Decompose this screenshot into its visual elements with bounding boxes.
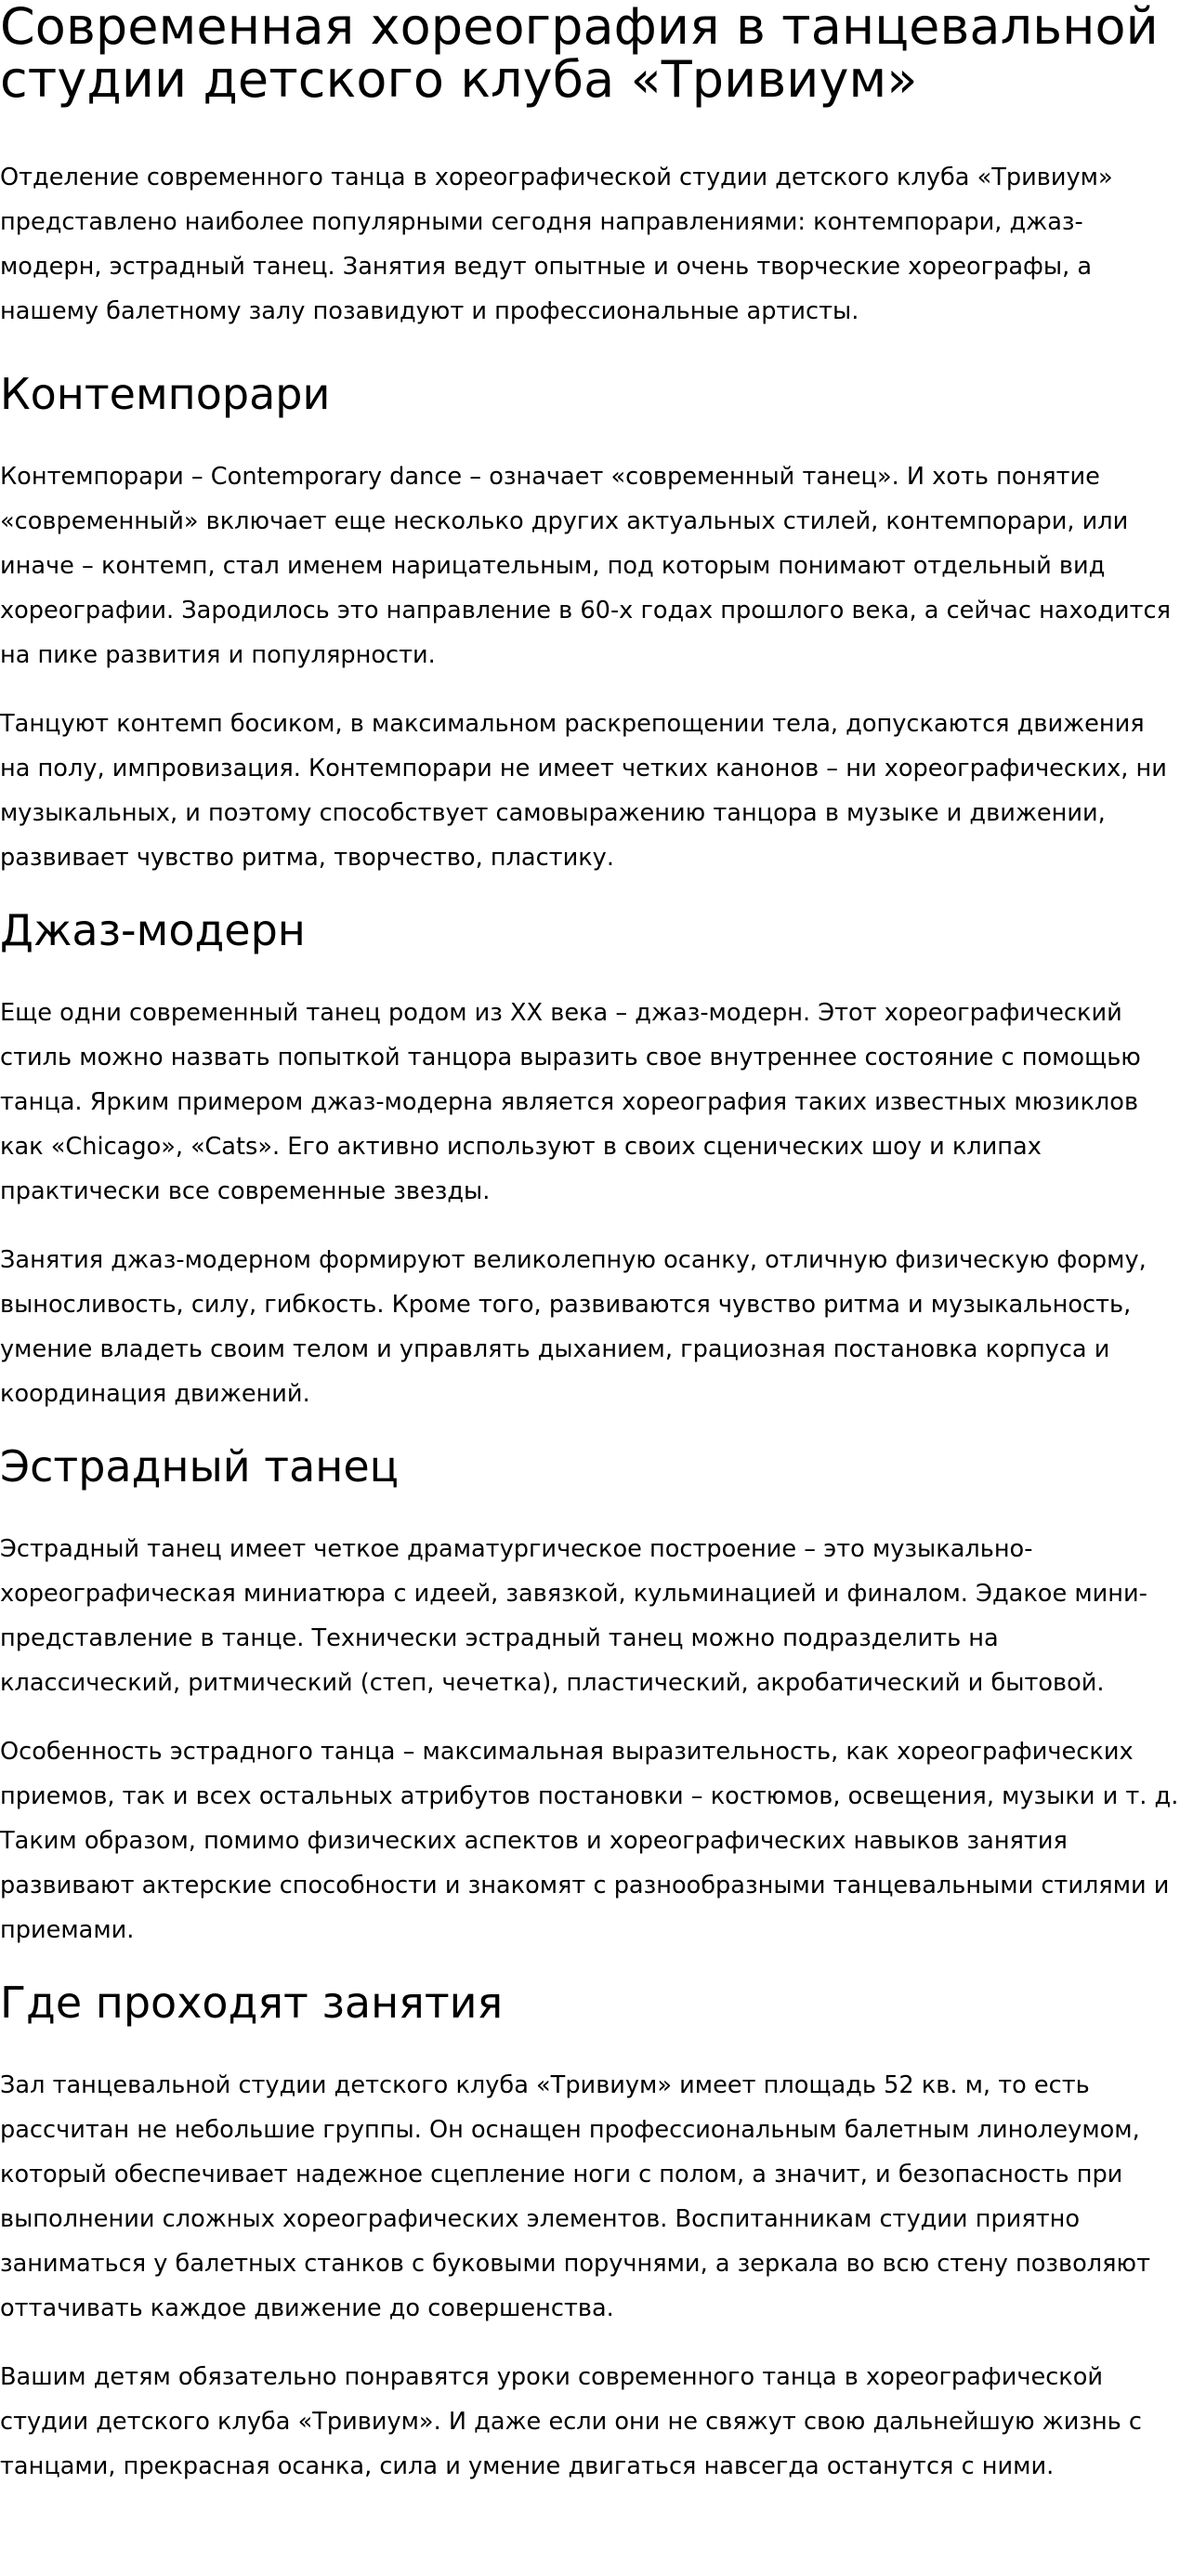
intro-paragraph: Отделение современного танца в хореографической студии детского клуба «Тривиум» представлено наиболее популярными сегодня направлениями: контемпорари, джаз-модерн, эстрадный танец. Занятия ведут опытные и очень творческие хореографы, а нашему балетному залу позавидуют и профессиональные артисты. — [0, 164, 1113, 325]
section-heading-contemporary: Контемпорари — [0, 369, 331, 419]
section-paragraph: Эстрадный танец имеет четкое драматургическое построение – это музыкально-хореографическая миниатюра с идеей, завязкой, кульминацией и финалом. Эдакое мини-представление в танце. Технически эстрадный танец можно подразделить на классический, ритмический (степ, чечетка), пластический, акробатический и бытовой. — [0, 1535, 1147, 1697]
page-title: Современная хореография в танцевальной студии детского клуба «Тривиум» — [0, 0, 1159, 109]
section-jazz-modern — [0, 904, 1180, 1416]
section-heading-estrada: Эстрадный танец — [0, 1441, 399, 1492]
section-paragraph: Занятия джаз-модерном формируют великолепную осанку, отличную физическую форму, выносливость, силу, гибкость. Кроме того, развиваются чувство ритма и музыкальность, умение владеть своим телом и управлять дыханием, грациозная постановка корпуса и координация движений. — [0, 1246, 1147, 1408]
section-heading-jazz-modern: Джаз-модерн — [0, 905, 306, 955]
section-paragraph: Особенность эстрадного танца – максимальная выразительность, как хореографических приемов, так и всех остальных атрибутов постановки – костюмов, освещения, музыки и т. д. Таким образом, помимо физических аспектов и хореографических навыков занятия развивают актерские способности и знакомят с разнообразными танцевальными стилями и приемами. — [0, 1738, 1179, 1944]
section-contemporary — [0, 368, 1180, 880]
section-paragraph: Танцуют контемп босиком, в максимальном раскрепощении тела, допускаются движения на полу, импровизация. Контемпорари не имеет четких канонов – ни хореографических, ни музыкальных, и поэтому способствует самовыражению танцора в музыке и движении, развивает чувство ритма, творчество, пластику. — [0, 710, 1167, 872]
section-paragraph: Еще одни современный танец родом из XX века – джаз-модерн. Этот хореографический стиль можно назвать попыткой танцора выразить свое внутреннее состояние с помощью танца. Ярким примером джаз-модерна является хореография таких известных мюзиклов как «Chicago», «Cats». Его активно используют в своих сценических шоу и клипах практически все современные звезды. — [0, 999, 1141, 1205]
section-where-classes — [0, 1977, 1180, 2489]
section-paragraph: Контемпорари – Contemporary dance – означает «современный танец». И хоть понятие «современный» включает еще несколько других актуальных стилей, контемпорари, или иначе – контемп, стал именем нарицательным, под которым понимают отдельный вид хореографии. Зародилось это направление в 60-х годах прошлого века, а сейчас находится на пике развития и популярности. — [0, 463, 1171, 669]
section-heading-where-classes: Где проходят занятия — [0, 1978, 504, 2028]
section-estrada — [0, 1440, 1180, 1952]
section-paragraph: Вашим детям обязательно понравятся уроки современного танца в хореографической студии детского клуба «Тривиум». И даже если они не свяжут свою дальнейшую жизнь с танцами, прекрасная осанка, сила и умение двигаться навсегда останутся с ними. — [0, 2363, 1142, 2480]
section-paragraph: Зал танцевальной студии детского клуба «Тривиум» имеет площадь 52 кв. м, то есть рассчитан не небольшие группы. Он оснащен профессиональным балетным линолеумом, который обеспечивает надежное сцепление ноги с полом, а значит, и безопасность при выполнении сложных хореографических элементов. Воспитанникам студии приятно заниматься у балетных станков с буковыми поручнями, а зеркала во всю стену позволяют оттачивать каждое движение до совершенства. — [0, 2071, 1150, 2322]
